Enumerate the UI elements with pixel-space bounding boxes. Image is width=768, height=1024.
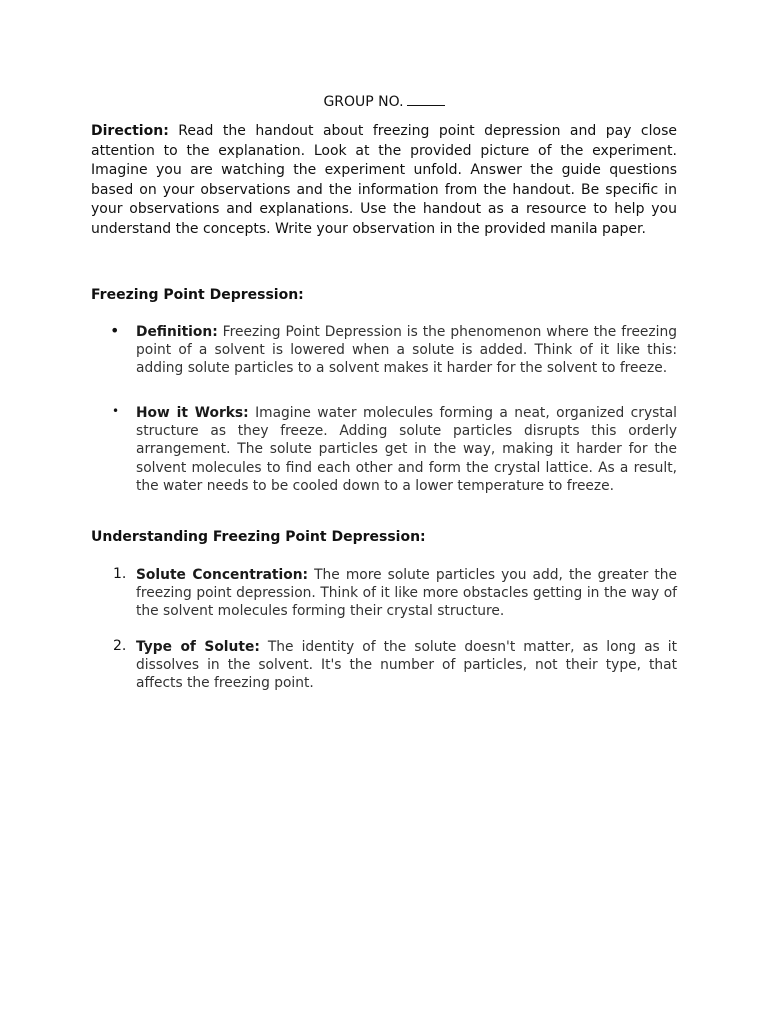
list-number: 1. — [113, 566, 127, 582]
direction-label: Direction: — [91, 123, 169, 139]
item-term: Definition: — [136, 324, 218, 340]
list-item-type-of-solute — [136, 638, 677, 693]
direction-paragraph — [91, 122, 677, 240]
item-text: Freezing Point Depression is the phenomenon where the freezing point of a solvent is lowered when a solute is added. Think of it like this: adding solute particles to a solvent makes it harder for the solvent to freeze. — [136, 324, 677, 377]
item-text: The identity of the solute doesn't matter, as long as it dissolves in the solvent. It's the number of particles, not their type, that affects the freezing point. — [136, 639, 677, 692]
item-term: How it Works: — [136, 405, 249, 421]
list-number: 2. — [113, 638, 127, 654]
list-item-definition — [136, 323, 677, 378]
item-term: Solute Concentration: — [136, 567, 309, 583]
group-number-label: GROUP NO. — [323, 94, 404, 110]
group-number-blank — [407, 92, 445, 106]
group-number-line — [0, 92, 768, 110]
section-heading-understanding: Understanding Freezing Point Depression: — [91, 529, 426, 545]
list-item-how-it-works — [136, 404, 677, 495]
item-text: The more solute particles you add, the greater the freezing point depression. Think of it like more obstacles getting in the way of the solvent molecules forming their crystal structure. — [136, 567, 678, 620]
section-heading-freezing-point: Freezing Point Depression: — [91, 287, 304, 303]
item-term: Type of Solute: — [136, 639, 260, 655]
bullet-marker: • — [110, 321, 120, 340]
bullet-marker: • — [112, 404, 120, 418]
list-item-solute-concentration — [136, 566, 677, 621]
item-text: Imagine water molecules forming a neat, organized crystal structure as they freeze. Adding solute particles disrupts this orderly arrangement. The solute particles get in the way, making it harder for the solvent molecules to find each other and form the crystal lattice. As a result, the water needs to be cooled down to a lower temperature to freeze. — [136, 405, 677, 494]
direction-text: Read the handout about freezing point depression and pay close attention to the explanation. Look at the provided picture of the experiment. Imagine you are watching the experiment unfold. Answer the guide questions based on your observations and the information from the handout. Be specific in your observations and explanations. Use the handout as a resource to help you understand the concepts. Write your observation in the provided manila paper. — [91, 123, 677, 237]
